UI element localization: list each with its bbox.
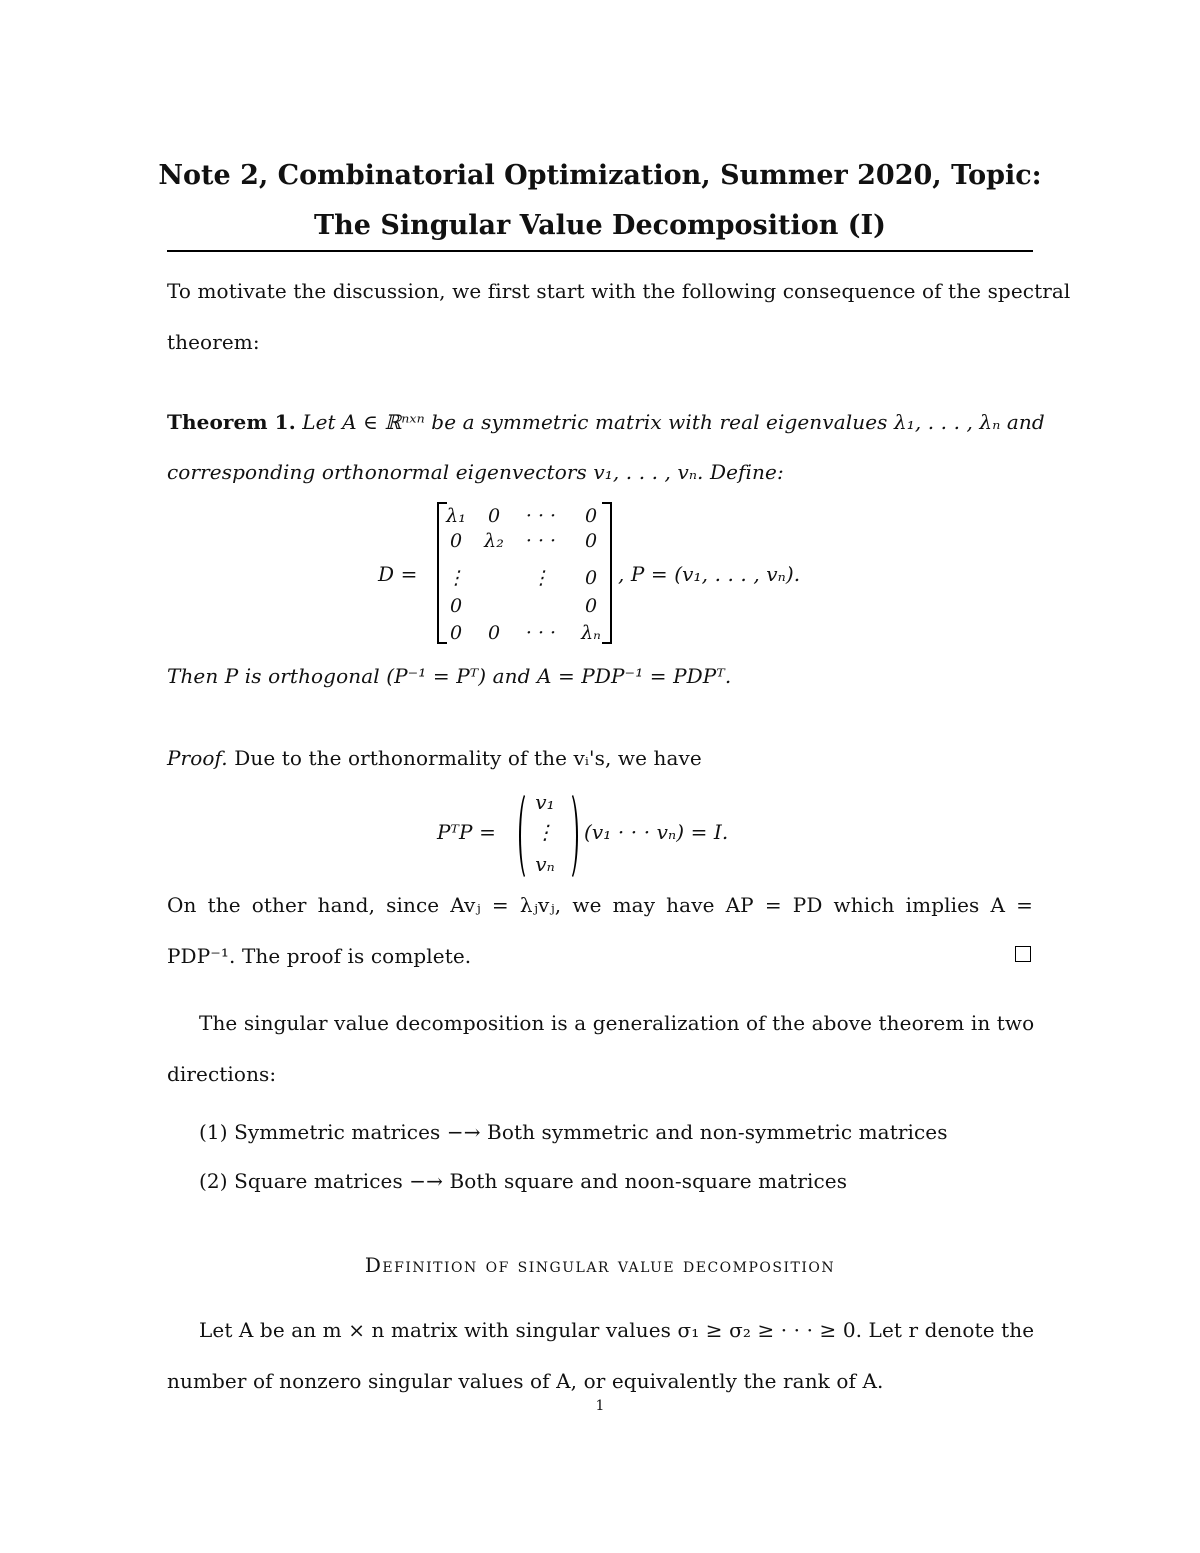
row-vector: (v₁ · · · vₙ) = I. [584,820,729,844]
definition-line-1: Let A be an m × n matrix with singular values σ₁ ≥ σ₂ ≥ · · · ≥ 0. Let r denote the [199,1318,1035,1342]
proof-line-2: On the other hand, since Avⱼ = λⱼvⱼ, we may have AP = PD which implies A = [167,893,1033,917]
list-item: (2) Square matrices −→ Both square and noon-square matrices [199,1169,848,1193]
matrix-entry: 0 [584,505,598,527]
column-vector-entry: vₙ [535,852,555,876]
generalization-line-1: The singular value decomposition is a generalization of the above theorem in two [199,1011,1035,1035]
proof-line-3: PDP⁻¹. The proof is complete. [167,944,472,968]
generalization-line-2: directions: [167,1062,277,1086]
proof-line-1 [167,746,702,770]
definition-line-2: number of nonzero singular values of A, or equivalently the rank of A. [167,1369,884,1393]
theorem-statement: Let A ∈ ℝⁿˣⁿ be a symmetric matrix with real eigenvalues λ₁, . . . , λₙ and [302,410,1045,434]
matrix-entry: 0 [449,530,463,552]
p-definition: , P = (v₁, . . . , vₙ). [618,562,801,586]
matrix-entry: λ₂ [484,530,504,552]
section-heading: Definition of singular value decomposition [364,1253,836,1277]
matrix-entry: 0 [487,622,501,644]
column-vector-right-paren [560,790,578,882]
matrix-entry: 0 [449,595,463,617]
ptp-lhs: PᵀP = [437,820,496,844]
column-vector-entry: ⋮ [534,820,556,844]
proof-text: Due to the orthonormality of the vᵢ's, we have [234,746,702,770]
matrix-entry: 0 [584,567,598,589]
matrix-entry: 0 [487,505,501,527]
matrix-entry: · · · [525,530,557,552]
theorem-line-1 [167,410,1045,434]
intro-line-2: theorem: [167,330,260,354]
proof-label: Proof. [167,746,228,770]
title-rule [167,250,1033,252]
matrix-entry: · · · [525,505,557,527]
column-vector-entry: v₁ [535,790,555,814]
theorem-line-2: corresponding orthonormal eigenvectors v₁, . . . , vₙ. Define: [167,460,784,484]
page-number: 1 [595,1398,605,1414]
theorem-conclusion: Then P is orthogonal (P⁻¹ = Pᵀ) and A = PDP⁻¹ = PDPᵀ. [167,664,732,688]
title-line-2: The Singular Value Decomposition (I) [314,210,886,241]
matrix-entry: 0 [584,595,598,617]
matrix-entry: ⋮ [446,567,466,589]
matrix-entry: 0 [449,622,463,644]
qed-square-icon [1015,946,1031,962]
matrix-entry: ⋮ [531,567,551,589]
list-item: (1) Symmetric matrices −→ Both symmetric and non-symmetric matrices [199,1120,948,1144]
matrix-entry: λ₁ [446,505,466,527]
title-line-1: Note 2, Combinatorial Optimization, Summer 2020, Topic: [158,160,1042,191]
matrix-entry: · · · [525,622,557,644]
theorem-label: Theorem 1. [167,410,296,434]
matrix-entry: λₙ [581,622,601,644]
intro-line-1: To motivate the discussion, we first start with the following consequence of the spectral [167,279,1071,303]
matrix-entry: 0 [584,530,598,552]
matrix-d-label: D = [378,562,418,586]
